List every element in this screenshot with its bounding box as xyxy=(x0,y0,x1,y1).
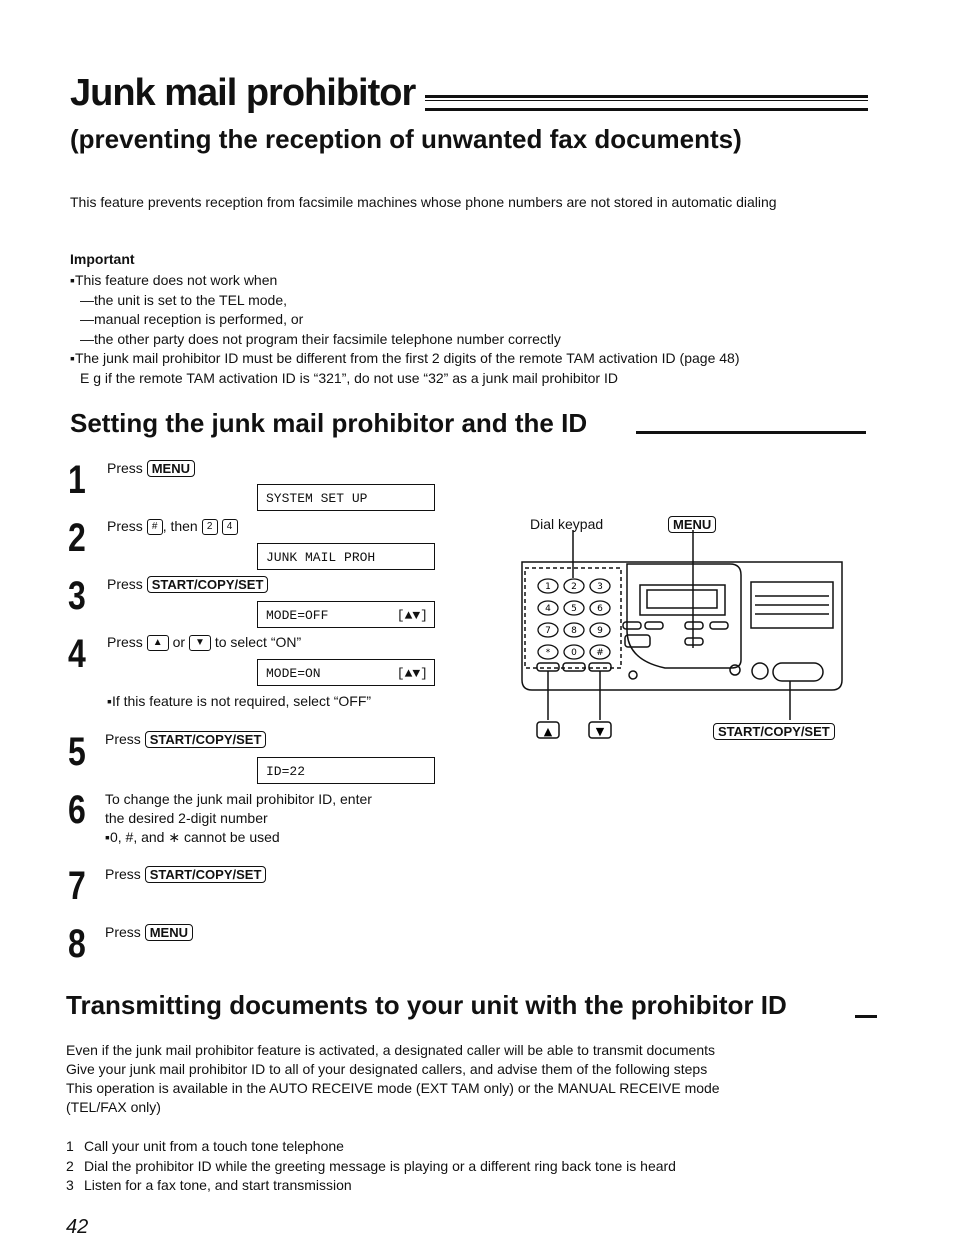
section-rule xyxy=(855,1015,877,1018)
keypad-key-label: * xyxy=(545,648,551,658)
fax-panel-diagram xyxy=(515,530,855,745)
start-copy-set-key: START/COPY/SET xyxy=(147,576,269,593)
keypad-key-label: 4 xyxy=(545,604,551,614)
page-subtitle: (preventing the reception of unwanted fax documents) xyxy=(70,124,742,154)
keypad-key-label: 9 xyxy=(597,626,603,636)
lcd-display: ID=22 xyxy=(257,757,435,784)
menu-key: MENU xyxy=(145,924,193,941)
start-copy-set-key: START/COPY/SET xyxy=(145,866,267,883)
down-arrow-key-icon: ▼ xyxy=(595,725,605,738)
important-line: ▪The junk mail prohibitor ID must be different from the first 2 digits of the remote TAM activation ID (page 48) xyxy=(70,350,740,366)
up-arrow-key-icon: ▲ xyxy=(147,635,169,651)
intro-paragraph: This feature prevents reception from facsimile machines whose phone numbers are not stored in automatic dialing xyxy=(70,194,777,210)
step-6-text: To change the junk mail prohibitor ID, enter the desired 2-digit number ▪0, #, and ∗ cannot be used xyxy=(105,791,372,845)
important-list xyxy=(70,271,890,388)
step-4-note: ▪If this feature is not required, select “OFF” xyxy=(107,693,372,709)
keypad-key-label: 5 xyxy=(571,604,577,614)
lcd-display: SYSTEM SET UP xyxy=(257,484,435,511)
start-copy-set-key: START/COPY/SET xyxy=(145,731,267,748)
menu-key: MENU xyxy=(147,460,195,477)
diagram-menu-key: MENU xyxy=(668,516,716,533)
list-item: 1 Call your unit from a touch tone telephone xyxy=(66,1138,344,1154)
transmit-steps xyxy=(66,1137,676,1196)
important-heading: Important xyxy=(70,251,135,267)
keypad-key-label: 7 xyxy=(545,626,551,636)
important-line: E g if the remote TAM activation ID is “321”, do not use “32” as a junk mail prohibitor ID xyxy=(80,369,618,386)
step-number: 8 xyxy=(68,922,86,966)
step-number: 2 xyxy=(68,516,86,560)
keypad-key-label: 0 xyxy=(571,648,577,658)
list-item: 3 Listen for a fax tone, and start transmission xyxy=(66,1177,352,1193)
step-8-text: Press MENU xyxy=(105,924,193,941)
step-number: 7 xyxy=(68,864,86,908)
important-line: —the other party does not program their facsimile telephone number correctly xyxy=(80,330,561,347)
lcd-display: JUNK MAIL PROH xyxy=(257,543,435,570)
step-3-text: Press START/COPY/SET xyxy=(107,576,268,593)
keypad-key-label: 2 xyxy=(571,582,577,592)
lcd-display: MODE=ON [▲▼] xyxy=(257,659,435,686)
important-line: ▪This feature does not work when xyxy=(70,272,278,288)
step-number: 3 xyxy=(68,574,86,618)
title-rule xyxy=(425,95,868,111)
step-number: 5 xyxy=(68,730,86,774)
step-4-text: Press ▲ or ▼ to select “ON” xyxy=(107,634,302,650)
keypad-key-label: 1 xyxy=(545,582,551,592)
keypad-key-label: 8 xyxy=(571,626,577,636)
digit-2-key: 2 xyxy=(202,519,218,535)
step-2-text: Press # , then 2 4 xyxy=(107,518,238,535)
page-title: Junk mail prohibitor xyxy=(70,72,416,114)
keypad-key-label: 6 xyxy=(597,604,603,614)
hash-key: # xyxy=(147,519,163,535)
digit-4-key: 4 xyxy=(222,519,238,535)
page-number: 42 xyxy=(66,1216,89,1238)
up-arrow-key-icon: ▲ xyxy=(543,725,553,738)
dial-keypad-label: Dial keypad xyxy=(530,516,604,532)
keypad-key-label: 3 xyxy=(597,582,603,592)
step-number: 1 xyxy=(68,458,86,502)
keypad-key-label: # xyxy=(596,648,604,658)
step-1-text: Press MENU xyxy=(107,460,195,477)
down-arrow-key-icon: ▼ xyxy=(189,635,211,651)
diagram-start-copy-set-key: START/COPY/SET xyxy=(713,723,835,740)
section-heading-transmitting: Transmitting documents to your unit with the prohibitor ID xyxy=(66,990,787,1020)
lcd-display: MODE=OFF [▲▼] xyxy=(257,601,435,628)
step-number: 4 xyxy=(68,632,86,676)
section-heading-setting: Setting the junk mail prohibitor and the ID xyxy=(70,408,588,438)
list-item: 2 Dial the prohibitor ID while the greeting message is playing or a different ring back tone is heard xyxy=(66,1157,676,1174)
section-rule xyxy=(636,431,866,434)
important-line: —manual reception is performed, or xyxy=(80,311,304,327)
step-5-text: Press START/COPY/SET xyxy=(105,731,266,748)
transmit-paragraph: Even if the junk mail prohibitor feature is activated, a designated caller will be able to transmit documents Give your junk mail prohibitor ID to all of your designated callers, and advise them of the following steps This operation is available in the AUTO RECEIVE mode (EXT TAM only) or the MANUAL RECEIVE mode (TEL/FAX only) xyxy=(66,1042,720,1115)
important-line: —the unit is set to the TEL mode, xyxy=(80,291,287,308)
step-7-text: Press START/COPY/SET xyxy=(105,866,266,883)
step-number: 6 xyxy=(68,788,86,832)
